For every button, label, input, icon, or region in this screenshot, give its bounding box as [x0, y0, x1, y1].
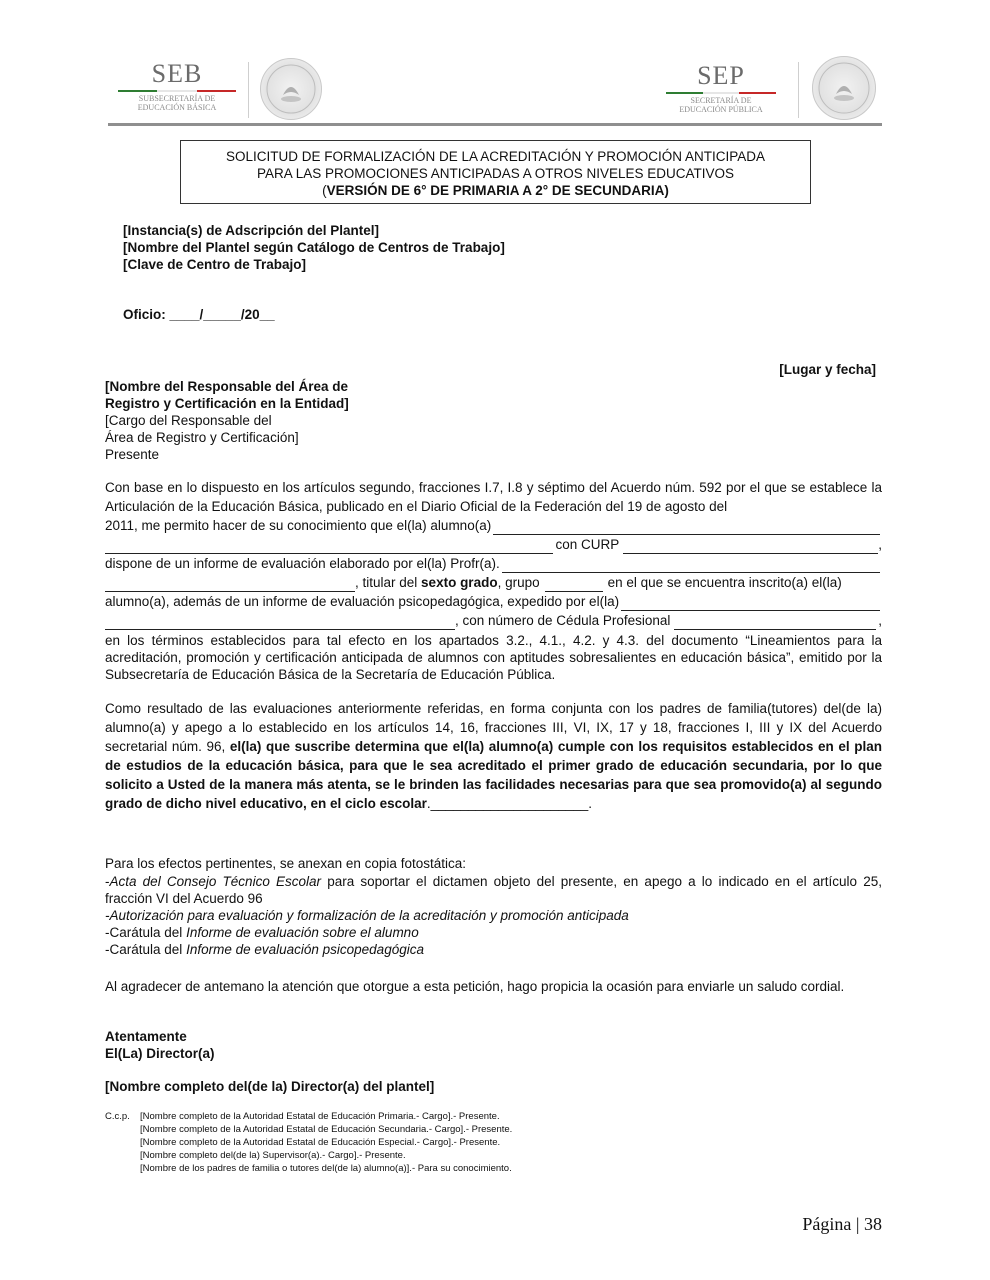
page-label: Página [802, 1214, 852, 1234]
psychologist-name-blank-2[interactable] [105, 616, 455, 630]
student-name-blank[interactable] [493, 520, 880, 535]
sep-divider [798, 62, 799, 118]
director-name: [Nombre completo del(de la) Director(a) del plantel] [105, 1079, 435, 1094]
school-key: [Clave de Centro de Trabajo] [123, 257, 307, 272]
addressee-role2: Área de Registro y Certificación] [105, 430, 299, 445]
para1-line-student: 2011, me permito hacer de su conocimiento que el(la) alumno(a) [105, 516, 882, 535]
sep-logo-text: SEP [697, 61, 745, 90]
para1-intro: Con base en lo dispuesto en los artículos segundo, fracciones I.7, I.8 y séptimo del Acuerdo núm. 592 por el que se establece la Articulación de la Educación Básica, publicado en el Diario Oficial de la Federación del 19 de agosto del [105, 480, 882, 514]
seb-sub-line2: EDUCACIÓN BÁSICA [137, 103, 217, 112]
closing-paragraph: Al agradecer de antemano la atención que otorgue a esta petición, hago propicia la ocasión para enviarle un saludo cordial. [105, 979, 845, 994]
para1-closing: en los términos establecidos para tal efecto en los apartados 3.2., 4.1., 4.2. y 4.3. del documento “Lineamientos para la acreditación, promoción y certificación anticipada de alumnos con aptitudes sobresalientes en educación básica”, emitido por la Subsecretaría de Educación Básica de la Secretaría de Educación Pública. [105, 633, 882, 682]
license-number-blank[interactable] [674, 615, 876, 630]
title-line2: PARA LAS PROMOCIONES ANTICIPADAS A OTROS NIVELES EDUCATIVOS [256, 166, 735, 181]
annex-block [105, 855, 882, 958]
header-rule [108, 123, 882, 126]
ccp-item: [Nombre de los padres de familia o tutores del(de la) alumno(a)].- Para su conocimiento. [140, 1163, 512, 1174]
para1-line-curp: con CURP , [105, 535, 882, 554]
ccp-item: [Nombre completo de la Autoridad Estatal de Educación Primaria.- Cargo].- Presente. [140, 1111, 500, 1122]
title-line1: SOLICITUD DE FORMALIZACIÓN DE LA ACREDITACIÓN Y PROMOCIÓN ANTICIPADA [225, 149, 766, 164]
addressee-role1: [Cargo del Responsable del [105, 413, 272, 428]
seb-logo [112, 60, 242, 112]
place-date: [Lugar y fecha] [779, 362, 876, 377]
determination-paragraph [105, 699, 882, 813]
signature-role: El(La) Director(a) [105, 1046, 215, 1061]
page-separator: | [855, 1214, 860, 1234]
mexico-seal-icon [260, 58, 322, 120]
document-title [180, 140, 811, 204]
psychologist-name-blank[interactable] [621, 596, 880, 611]
seb-flag-bar [118, 90, 236, 92]
school-block [123, 222, 505, 273]
sep-flag-bar [666, 92, 776, 94]
sep-sub-line2: EDUCACIÓN PÚBLICA [679, 105, 763, 114]
oficio-number: Oficio: ____/_____/20__ [123, 307, 275, 322]
curp-blank[interactable] [623, 540, 878, 554]
group-blank[interactable] [545, 578, 603, 592]
para1-line-grade: , titular del sexto grado , grupo en el que se encuentra inscrito(a) el(la) [105, 573, 882, 592]
ccp-item: [Nombre completo del(de la) Supervisor(a).- Cargo].- Presente. [140, 1150, 406, 1161]
signature-block [105, 1028, 215, 1062]
school-instance: [Instancia(s) de Adscripción del Plantel] [123, 223, 380, 238]
annex-intro: Para los efectos pertinentes, se anexan en copia fotostática: [105, 856, 466, 871]
para2-bold: el(la) que suscribe determina que el(la) alumno(a) cumple con los requisitos establecidos en el plan de estudios de la educación básica, para que le sea acreditado el primer grado de educación secundaria, por lo que solicito a Usted de la manera más atenta, se le brinden las facilidades necesarias para que sea promovido(a) al segundo grado de dicho nivel educativo, en el ciclo escolar [105, 739, 882, 811]
annex-item-1: -Acta del Consejo Técnico Escolar para soportar el dictamen objeto del presente, en apego a lo indicado en el artículo 25, fracción VI del Acuerdo 96 [105, 874, 882, 906]
para1-line-teacher: dispone de un informe de evaluación elaborado por el(la) Profr(a). [105, 554, 882, 573]
ccp-label: C.c.p. [105, 1111, 130, 1122]
addressee-name2: Registro y Certificación en la Entidad] [105, 396, 349, 411]
student-name-blank-2[interactable] [105, 539, 553, 554]
para2-tail: ._____________________. [426, 796, 593, 811]
para1-line-license: , con número de Cédula Profesional , [105, 611, 882, 630]
para2-normal: Como resultado de las evaluaciones anteriormente referidas, en forma conjunta con los padres de familia(tutores) del(de la) alumno(a) y apego a lo establecido en los artículos 14, 16, fracciones III, VI, IX, 17 y 18, fracciones I, III y IX del Acuerdo secretarial núm. 96, [105, 701, 882, 754]
signature-att: Atentamente [105, 1029, 187, 1044]
annex-item-2: -Autorización para evaluación y formalización de la acreditación y promoción anticipada [105, 908, 629, 923]
para1-line-psych: alumno(a), además de un informe de evaluación psicopedagógica, expedido por el(la) [105, 592, 882, 611]
addressee-greeting: Presente [105, 447, 160, 462]
request-paragraph [105, 478, 882, 683]
seb-logo-text: SEB [151, 59, 203, 88]
seb-divider [248, 62, 249, 118]
sep-sub-line1: SECRETARÍA DE [690, 96, 752, 105]
mexico-seal-icon [812, 56, 876, 120]
ccp-block [105, 1110, 705, 1175]
addressee-block [105, 378, 349, 463]
teacher-name-blank-2[interactable] [105, 578, 355, 592]
page-footer [802, 1214, 882, 1235]
ccp-item: [Nombre completo de la Autoridad Estatal de Educación Especial.- Cargo].- Presente. [140, 1137, 501, 1148]
teacher-name-blank[interactable] [502, 558, 880, 573]
page-number: 38 [864, 1214, 882, 1234]
school-name: [Nombre del Plantel según Catálogo de Centros de Trabajo] [123, 240, 505, 255]
title-line3: (VERSIÓN DE 6° DE PRIMARIA A 2° DE SECUNDARIA) [322, 183, 669, 198]
sep-logo [662, 62, 780, 114]
seb-sub-line1: SUBSECRETARÍA DE [138, 94, 216, 103]
annex-item-3: -Carátula del Informe de evaluación sobre el alumno [105, 925, 419, 940]
ccp-item: [Nombre completo de la Autoridad Estatal de Educación Secundaria.- Cargo].- Presente. [140, 1124, 513, 1135]
annex-item-4: -Carátula del Informe de evaluación psicopedagógica [105, 942, 424, 957]
addressee-name1: [Nombre del Responsable del Área de [105, 379, 349, 394]
